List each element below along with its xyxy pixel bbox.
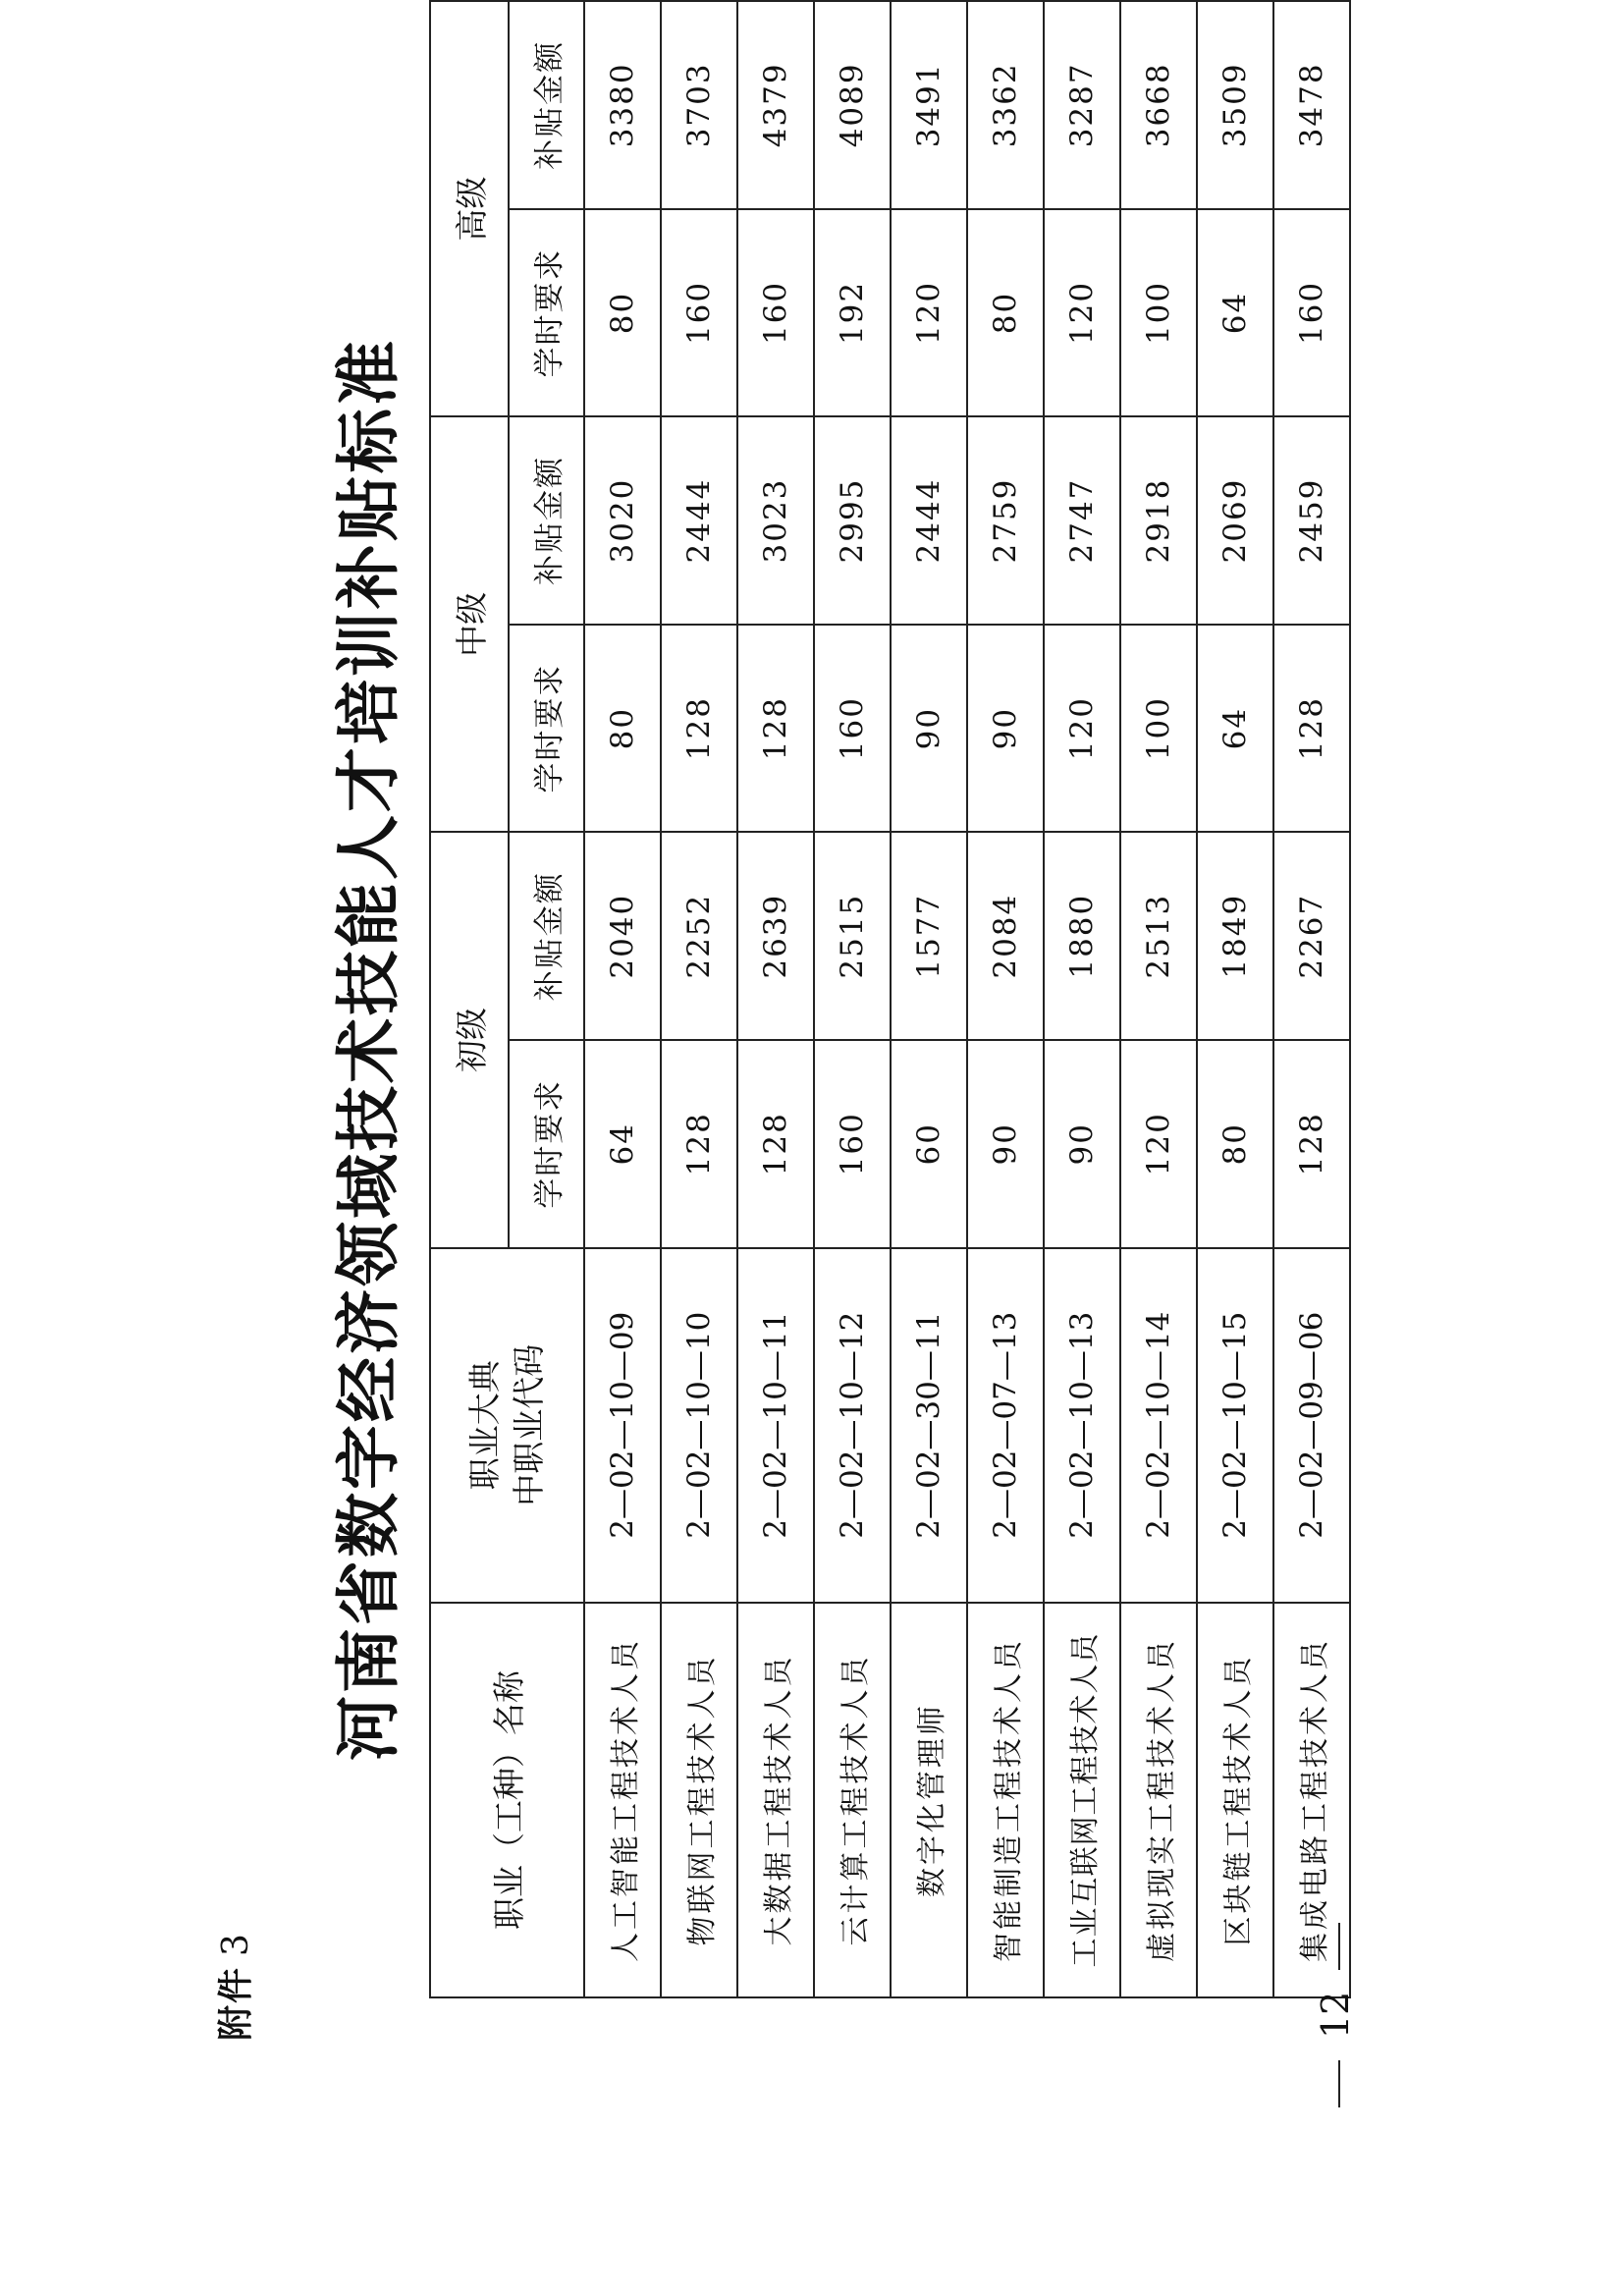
table-row (1044, 1, 1120, 1997)
cell-senior-amount: 3362 (967, 1, 1044, 209)
table-row (1197, 1, 1273, 1997)
cell-occupation-name: 集成电路工程技术人员 (1273, 1603, 1350, 1997)
cell-occupation-code: 2—02—10—11 (737, 1248, 814, 1603)
table-row (661, 1, 737, 1997)
cell-junior-amount: 2639 (737, 832, 814, 1040)
cell-occupation-code: 2—02—10—14 (1120, 1248, 1197, 1603)
document-title: 河南省数字经济领域技术技能人才培训补贴标准 (331, 338, 406, 1761)
table-row (967, 1, 1044, 1997)
cell-senior-amount: 4379 (737, 1, 814, 209)
cell-mid-hours: 160 (814, 625, 891, 833)
cell-junior-amount: 1577 (891, 832, 967, 1040)
cell-junior-hours: 90 (1044, 1040, 1120, 1248)
cell-occupation-code: 2—02—10—13 (1044, 1248, 1120, 1603)
cell-mid-hours: 128 (661, 625, 737, 833)
table-row (891, 1, 967, 1997)
header-code-line2: 中职业代码 (509, 1343, 548, 1506)
header-mid-hours: 学时要求 (509, 625, 584, 833)
page-number-text: 12 (1314, 1991, 1357, 2039)
page-number-dash-left (1338, 2060, 1340, 2107)
header-senior-amount: 补贴金额 (509, 1, 584, 209)
cell-mid-amount: 2995 (814, 416, 891, 625)
cell-senior-hours: 160 (1273, 209, 1350, 417)
cell-mid-amount: 3020 (584, 416, 661, 625)
table-row (737, 1, 814, 1997)
cell-junior-amount: 2040 (584, 832, 661, 1040)
cell-mid-hours: 120 (1044, 625, 1120, 833)
cell-mid-amount: 3023 (737, 416, 814, 625)
cell-mid-amount: 2918 (1120, 416, 1197, 625)
cell-senior-amount: 3491 (891, 1, 967, 209)
cell-senior-amount: 3380 (584, 1, 661, 209)
cell-mid-amount: 2444 (891, 416, 967, 625)
cell-occupation-name: 大数据工程技术人员 (737, 1603, 814, 1997)
cell-senior-amount: 4089 (814, 1, 891, 209)
attachment-number: 3 (216, 1932, 256, 1956)
cell-senior-amount: 3287 (1044, 1, 1120, 209)
cell-mid-hours: 128 (737, 625, 814, 833)
cell-junior-hours: 128 (661, 1040, 737, 1248)
header-level-mid: 中级 (430, 416, 509, 832)
header-senior-hours: 学时要求 (509, 209, 584, 417)
header-mid-amount: 补贴金额 (509, 416, 584, 625)
table-row (1120, 1, 1197, 1997)
cell-mid-hours: 100 (1120, 625, 1197, 833)
cell-junior-hours: 64 (584, 1040, 661, 1248)
cell-occupation-code: 2—02—10—09 (584, 1248, 661, 1603)
cell-occupation-name: 工业互联网工程技术人员 (1044, 1603, 1120, 1997)
cell-occupation-code: 2—02—10—12 (814, 1248, 891, 1603)
header-occupation-name: 职业（工种）名称 (430, 1603, 584, 1997)
cell-junior-hours: 90 (967, 1040, 1044, 1248)
cell-senior-amount: 3703 (661, 1, 737, 209)
cell-junior-amount: 2084 (967, 832, 1044, 1040)
cell-senior-hours: 80 (967, 209, 1044, 417)
cell-occupation-code: 2—02—07—13 (967, 1248, 1044, 1603)
cell-junior-amount: 2513 (1120, 832, 1197, 1040)
subsidy-table (429, 0, 1351, 1998)
cell-senior-amount: 3478 (1273, 1, 1350, 209)
header-code-line1: 职业大典 (464, 1360, 504, 1491)
header-level-junior: 初级 (430, 832, 509, 1247)
attachment-text: 附件 (216, 1965, 256, 2041)
cell-mid-amount: 2069 (1197, 416, 1273, 625)
header-level-senior: 高级 (430, 1, 509, 416)
cell-mid-hours: 90 (967, 625, 1044, 833)
cell-mid-amount: 2459 (1273, 416, 1350, 625)
cell-junior-hours: 60 (891, 1040, 967, 1248)
cell-occupation-name: 人工智能工程技术人员 (584, 1603, 661, 1997)
cell-senior-hours: 80 (584, 209, 661, 417)
cell-junior-hours: 80 (1197, 1040, 1273, 1248)
cell-mid-amount: 2759 (967, 416, 1044, 625)
cell-senior-hours: 192 (814, 209, 891, 417)
table-row (584, 1, 661, 1997)
cell-mid-amount: 2444 (661, 416, 737, 625)
cell-senior-hours: 120 (891, 209, 967, 417)
header-occupation-code (430, 1248, 584, 1603)
cell-junior-amount: 2252 (661, 832, 737, 1040)
cell-junior-amount: 1880 (1044, 832, 1120, 1040)
cell-junior-amount: 1849 (1197, 832, 1273, 1040)
cell-junior-hours: 128 (737, 1040, 814, 1248)
table-row (1273, 1, 1350, 1997)
cell-occupation-code: 2—02—30—11 (891, 1248, 967, 1603)
attachment-label (208, 1932, 258, 2041)
cell-junior-hours: 128 (1273, 1040, 1350, 1248)
cell-mid-hours: 128 (1273, 625, 1350, 833)
cell-occupation-name: 物联网工程技术人员 (661, 1603, 737, 1997)
cell-occupation-code: 2—02—09—06 (1273, 1248, 1350, 1603)
cell-senior-amount: 3668 (1120, 1, 1197, 209)
cell-mid-hours: 80 (584, 625, 661, 833)
cell-mid-hours: 64 (1197, 625, 1273, 833)
cell-occupation-name: 智能制造工程技术人员 (967, 1603, 1044, 1997)
cell-senior-hours: 100 (1120, 209, 1197, 417)
cell-occupation-code: 2—02—10—15 (1197, 1248, 1273, 1603)
page-number (1314, 1901, 1357, 2129)
header-junior-amount: 补贴金额 (509, 832, 584, 1040)
cell-mid-hours: 90 (891, 625, 967, 833)
cell-occupation-name: 虚拟现实工程技术人员 (1120, 1603, 1197, 1997)
cell-occupation-name: 数字化管理师 (891, 1603, 967, 1997)
cell-mid-amount: 2747 (1044, 416, 1120, 625)
cell-junior-amount: 2515 (814, 832, 891, 1040)
cell-occupation-code: 2—02—10—10 (661, 1248, 737, 1603)
cell-junior-amount: 2267 (1273, 832, 1350, 1040)
header-row-levels (430, 1, 509, 1997)
cell-senior-hours: 160 (737, 209, 814, 417)
page-number-dash-right (1338, 1923, 1340, 1970)
cell-junior-hours: 120 (1120, 1040, 1197, 1248)
cell-senior-hours: 64 (1197, 209, 1273, 417)
cell-occupation-name: 云计算工程技术人员 (814, 1603, 891, 1997)
table-row (814, 1, 891, 1997)
header-junior-hours: 学时要求 (509, 1040, 584, 1248)
cell-senior-hours: 120 (1044, 209, 1120, 417)
cell-senior-amount: 3509 (1197, 1, 1273, 209)
cell-senior-hours: 160 (661, 209, 737, 417)
cell-occupation-name: 区块链工程技术人员 (1197, 1603, 1273, 1997)
cell-junior-hours: 160 (814, 1040, 891, 1248)
